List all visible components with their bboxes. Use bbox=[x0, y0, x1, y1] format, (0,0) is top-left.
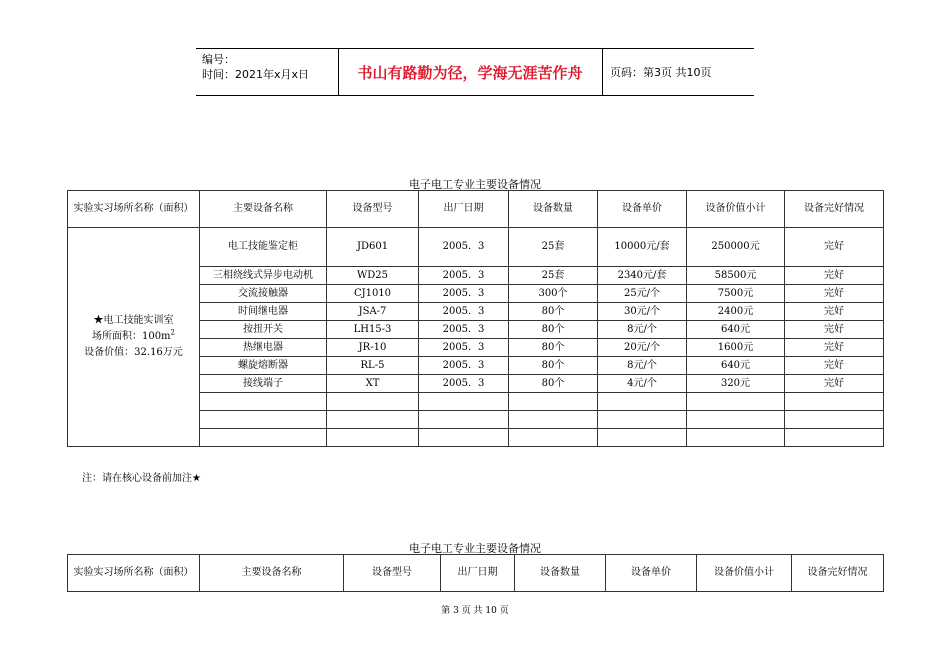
cell-date: 2005．3 bbox=[419, 228, 509, 267]
col-header-model: 设备型号 bbox=[344, 555, 441, 592]
cell-quantity: 80个 bbox=[509, 321, 598, 339]
cell-unit-price: 8元/个 bbox=[598, 357, 687, 375]
col-header-quantity: 设备数量 bbox=[515, 555, 606, 592]
cell-date: 2005．3 bbox=[419, 357, 509, 375]
col-header-equipment: 主要设备名称 bbox=[200, 191, 327, 228]
cell-model: JD601 bbox=[327, 228, 419, 267]
col-header-unit-price: 设备单价 bbox=[598, 191, 687, 228]
table1-title: 电子电工专业主要设备情况 bbox=[409, 178, 541, 191]
cell-date: 2005．3 bbox=[419, 285, 509, 303]
col-header-date: 出厂日期 bbox=[419, 191, 509, 228]
col-header-quantity: 设备数量 bbox=[509, 191, 598, 228]
site-cell bbox=[68, 228, 200, 447]
cell-subtotal: 1600元 bbox=[687, 339, 785, 357]
col-header-subtotal: 设备价值小计 bbox=[687, 191, 785, 228]
cell-unit-price: 10000元/套 bbox=[598, 228, 687, 267]
cell-model: RL-5 bbox=[327, 357, 419, 375]
cell-condition: 完好 bbox=[785, 285, 884, 303]
cell-subtotal: 58500元 bbox=[687, 267, 785, 285]
cell-unit-price: 25元/个 bbox=[598, 285, 687, 303]
cell-quantity: 80个 bbox=[509, 375, 598, 393]
cell-unit-price: 20元/个 bbox=[598, 339, 687, 357]
cell-subtotal: 640元 bbox=[687, 321, 785, 339]
cell-subtotal: 320元 bbox=[687, 375, 785, 393]
page-info-text: 页码：第3页 共10页 bbox=[610, 66, 712, 79]
cell-unit-price: 30元/个 bbox=[598, 303, 687, 321]
cell-subtotal: 640元 bbox=[687, 357, 785, 375]
header-motto-cell bbox=[338, 49, 603, 95]
table2-title: 电子电工专业主要设备情况 bbox=[409, 542, 541, 555]
cell-model: JSA-7 bbox=[327, 303, 419, 321]
equipment-table-1 bbox=[67, 190, 884, 447]
cell-quantity: 80个 bbox=[509, 303, 598, 321]
cell-subtotal: 7500元 bbox=[687, 285, 785, 303]
cell-equipment: 交流接触器 bbox=[200, 285, 327, 303]
cell-quantity: 80个 bbox=[509, 357, 598, 375]
cell-model: CJ1010 bbox=[327, 285, 419, 303]
cell-subtotal: 2400元 bbox=[687, 303, 785, 321]
cell-model: WD25 bbox=[327, 267, 419, 285]
col-header-site: 实验实习场所名称（面积） bbox=[68, 191, 200, 228]
table-row bbox=[68, 228, 884, 267]
footnote: 注：请在核心设备前加注★ bbox=[82, 473, 201, 484]
cell-equipment: 按扭开关 bbox=[200, 321, 327, 339]
cell-date: 2005．3 bbox=[419, 339, 509, 357]
col-header-condition: 设备完好情况 bbox=[792, 555, 884, 592]
cell-model: XT bbox=[327, 375, 419, 393]
cell-unit-price: 8元/个 bbox=[598, 321, 687, 339]
site-value: 设备价值：32.16万元 bbox=[84, 347, 183, 358]
cell-date: 2005．3 bbox=[419, 303, 509, 321]
cell-equipment: 接线端子 bbox=[200, 375, 327, 393]
page-header bbox=[196, 48, 754, 96]
cell-quantity: 80个 bbox=[509, 339, 598, 357]
cell-model: JR-10 bbox=[327, 339, 419, 357]
cell-date: 2005．3 bbox=[419, 375, 509, 393]
site-name: ★电工技能实训室 bbox=[93, 315, 174, 326]
col-header-equipment: 主要设备名称 bbox=[200, 555, 344, 592]
cell-condition: 完好 bbox=[785, 267, 884, 285]
cell-quantity: 25套 bbox=[509, 228, 598, 267]
cell-date: 2005．3 bbox=[419, 321, 509, 339]
table1-header-row bbox=[68, 191, 884, 228]
cell-equipment: 螺旋熔断器 bbox=[200, 357, 327, 375]
cell-equipment: 时间继电器 bbox=[200, 303, 327, 321]
cell-equipment: 三相绕线式异步电动机 bbox=[200, 267, 327, 285]
site-area: 场所面积：$100m^2$ bbox=[91, 328, 176, 342]
col-header-site: 实验实习场所名称（面积） bbox=[68, 555, 200, 592]
page-footer: 第 3 页 共 10 页 bbox=[441, 606, 509, 616]
number-label: 编号： bbox=[202, 53, 235, 66]
table2-header-row bbox=[68, 555, 884, 592]
equipment-table-2 bbox=[67, 554, 884, 592]
cell-date: 2005．3 bbox=[419, 267, 509, 285]
header-left-cell bbox=[196, 49, 339, 95]
cell-condition: 完好 bbox=[785, 375, 884, 393]
cell-subtotal: 250000元 bbox=[687, 228, 785, 267]
cell-condition: 完好 bbox=[785, 321, 884, 339]
time-label: 时间：2021年x月x日 bbox=[202, 68, 310, 81]
cell-equipment: 电工技能鉴定柜 bbox=[200, 228, 327, 267]
col-header-model: 设备型号 bbox=[327, 191, 419, 228]
cell-unit-price: 2340元/套 bbox=[598, 267, 687, 285]
cell-condition: 完好 bbox=[785, 228, 884, 267]
cell-quantity: 25套 bbox=[509, 267, 598, 285]
cell-quantity: 300个 bbox=[509, 285, 598, 303]
cell-unit-price: 4元/个 bbox=[598, 375, 687, 393]
cell-equipment: 热继电器 bbox=[200, 339, 327, 357]
col-header-condition: 设备完好情况 bbox=[785, 191, 884, 228]
motto-text: 书山有路勤为径，学海无涯苦作舟 bbox=[357, 63, 583, 82]
col-header-date: 出厂日期 bbox=[441, 555, 515, 592]
cell-condition: 完好 bbox=[785, 357, 884, 375]
cell-condition: 完好 bbox=[785, 303, 884, 321]
header-page-info-cell bbox=[602, 49, 754, 95]
col-header-subtotal: 设备价值小计 bbox=[697, 555, 792, 592]
col-header-unit-price: 设备单价 bbox=[606, 555, 697, 592]
cell-condition: 完好 bbox=[785, 339, 884, 357]
cell-model: LH15-3 bbox=[327, 321, 419, 339]
